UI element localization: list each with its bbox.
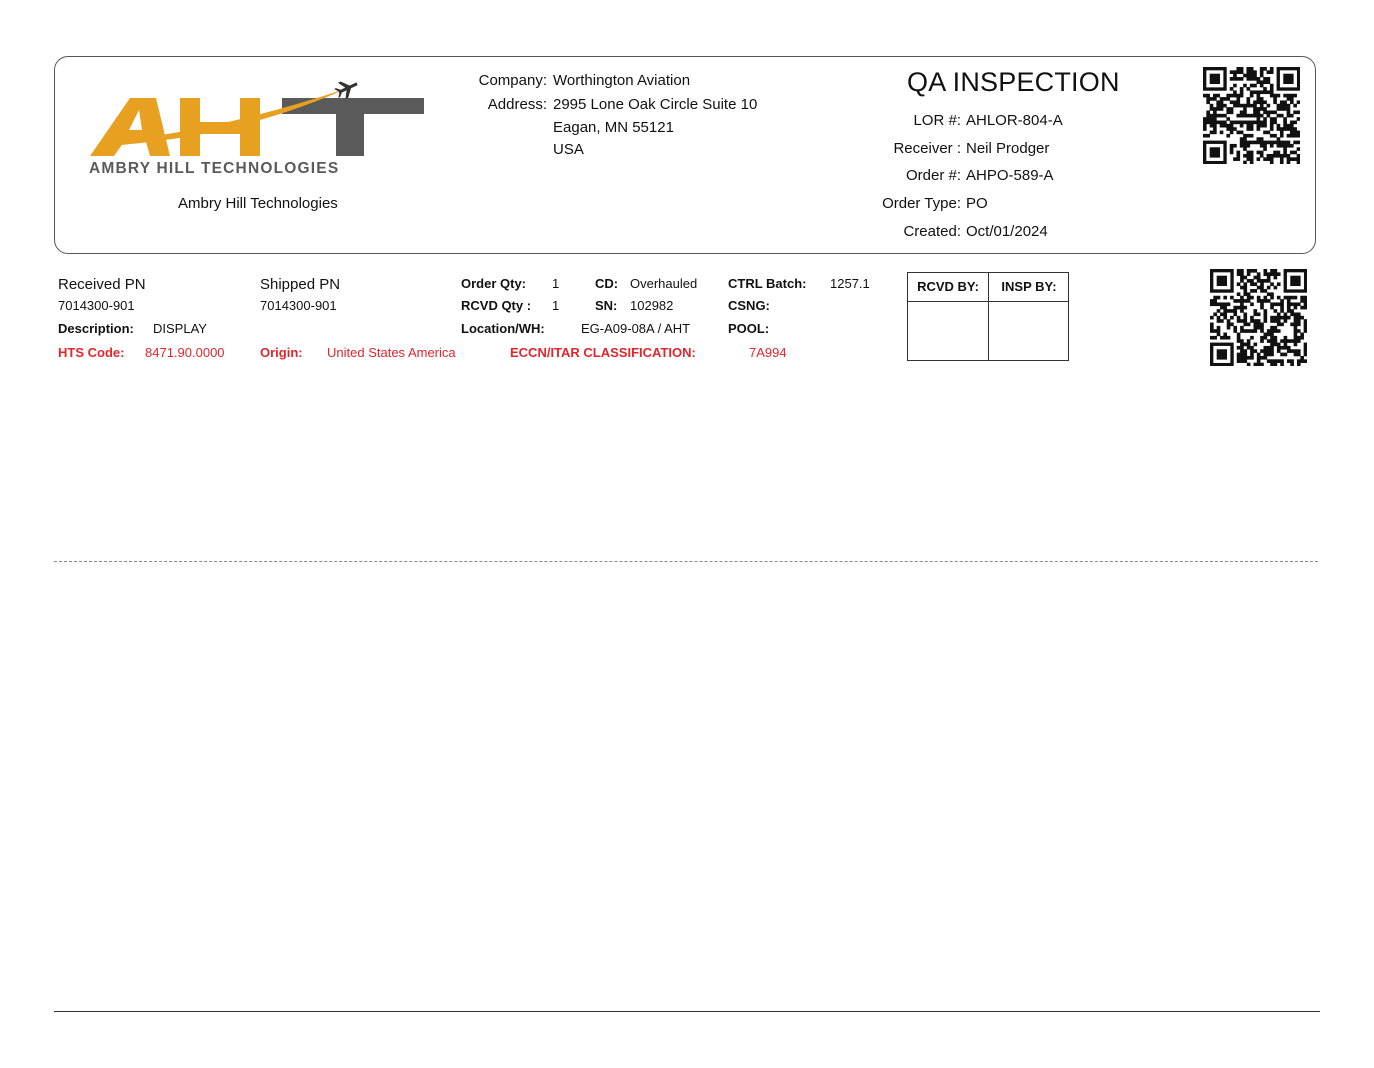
order-qty-value: 1 bbox=[552, 276, 560, 291]
location-label: Location/WH: bbox=[461, 321, 545, 336]
insp-by-label: INSP BY: bbox=[989, 273, 1069, 302]
airplane-icon bbox=[332, 76, 360, 102]
address-label: Address: bbox=[487, 96, 547, 113]
hts-label: HTS Code: bbox=[58, 345, 125, 360]
company-logo bbox=[86, 76, 432, 182]
origin-value: United States America bbox=[327, 345, 456, 360]
created-value: Oct/01/2024 bbox=[966, 223, 1048, 240]
qr-code-icon bbox=[1203, 67, 1300, 164]
company-value: Worthington Aviation bbox=[553, 72, 691, 89]
cd-label: CD: bbox=[595, 276, 619, 291]
pool-label: POOL: bbox=[728, 321, 770, 336]
shipped-pn-label: Shipped PN bbox=[260, 276, 341, 293]
receiver-value: Neil Prodger bbox=[966, 140, 1050, 157]
qr-code-icon bbox=[1210, 269, 1307, 366]
shipped-pn-value: 7014300-901 bbox=[260, 298, 337, 313]
company-caption: Ambry Hill Technologies bbox=[178, 195, 338, 212]
lor-value: AHLOR-804-A bbox=[966, 112, 1063, 129]
address-line1: 2995 Lone Oak Circle Suite 10 bbox=[553, 96, 758, 113]
lor-label: LOR #: bbox=[913, 112, 961, 129]
description-value: DISPLAY bbox=[153, 321, 207, 336]
document-title: QA INSPECTION bbox=[907, 67, 1120, 97]
company-label: Company: bbox=[478, 72, 547, 89]
rcvd-by-label: RCVD BY: bbox=[908, 273, 988, 302]
receiver-label: Receiver : bbox=[893, 140, 961, 157]
eccn-value: 7A994 bbox=[749, 345, 787, 360]
order-type-label: Order Type: bbox=[882, 195, 961, 212]
rcvd-qty-value: 1 bbox=[552, 298, 560, 313]
hts-value: 8471.90.0000 bbox=[145, 345, 225, 360]
address-line2: Eagan, MN 55121 bbox=[553, 119, 674, 136]
sn-value: 102982 bbox=[630, 298, 674, 313]
logo-tagline: AMBRY HILL TECHNOLOGIES bbox=[89, 160, 340, 177]
received-pn-value: 7014300-901 bbox=[58, 298, 135, 313]
sn-label: SN: bbox=[595, 298, 618, 313]
cd-value: Overhauled bbox=[630, 276, 698, 291]
location-value: EG-A09-08A / AHT bbox=[581, 321, 691, 336]
received-pn-label: Received PN bbox=[58, 276, 146, 293]
origin-label: Origin: bbox=[260, 345, 303, 360]
order-type-value: PO bbox=[966, 195, 988, 212]
rcvd-qty-label: RCVD Qty : bbox=[461, 298, 532, 313]
cut-line bbox=[54, 561, 1318, 562]
order-label: Order #: bbox=[905, 167, 961, 184]
eccn-label: ECCN/ITAR CLASSIFICATION: bbox=[510, 345, 696, 360]
footer-rule bbox=[54, 1011, 1320, 1012]
address-line3: USA bbox=[553, 141, 584, 158]
signoff-divider bbox=[988, 273, 989, 360]
ctrl-batch-value: 1257.1 bbox=[830, 276, 870, 291]
created-label: Created: bbox=[903, 223, 961, 240]
ctrl-batch-label: CTRL Batch: bbox=[728, 276, 807, 291]
order-value: AHPO-589-A bbox=[966, 167, 1054, 184]
csng-label: CSNG: bbox=[728, 298, 770, 313]
signoff-box bbox=[907, 272, 1069, 361]
order-qty-label: Order Qty: bbox=[461, 276, 527, 291]
description-label: Description: bbox=[58, 321, 134, 336]
